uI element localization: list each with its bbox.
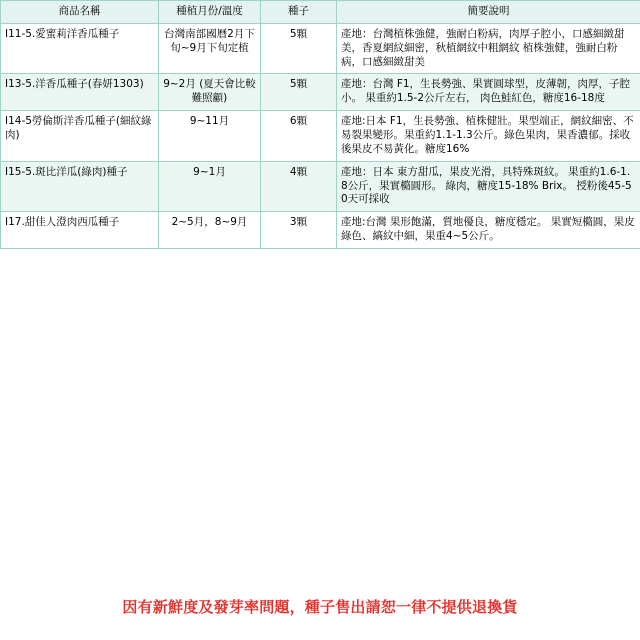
cell-description: 產地：台灣 F1，生長勢強、果實圓球型，皮薄韌，肉厚，子腔小。 果重約1.5-2公斤左右， 肉色鮭紅色，糖度16-18度 [337,74,640,111]
cell-description: 產地：台灣植株強健，強耐白粉病，肉厚子腔小，口感細緻甜美，香夏網紋細密，秋植網紋中粗網紋 植株強健，強耐白粉病，口感細緻甜美 [337,23,640,74]
table-row [1,212,640,249]
cell-seed-count: 4顆 [261,161,337,212]
cell-planting-month: 9~11月 [159,111,261,162]
table-row [1,161,640,212]
cell-product-name: I11-5.愛蜜莉洋香瓜種子 [1,23,159,74]
cell-planting-month: 9~2月 (夏天會比較難照顧) [159,74,261,111]
column-header-name: 商品名稱 [1,1,159,24]
cell-description: 產地:台灣 果形飽滿，質地優良，糖度穩定。 果實短橢圓，果皮綠色、縞紋中細，果重4~5公斤。 [337,212,640,249]
cell-seed-count: 6顆 [261,111,337,162]
table-header [1,1,640,24]
cell-planting-month: 台灣南部國曆2月下旬~9月下旬定植 [159,23,261,74]
product-table [0,0,640,249]
column-header-desc: 簡要說明 [337,1,640,24]
cell-planting-month: 9~1月 [159,161,261,212]
cell-product-name: I13-5.洋香瓜種子(春妍1303) [1,74,159,111]
table-row [1,111,640,162]
table-body [1,23,640,248]
return-policy-notice: 因有新鮮度及發芽率問題，種子售出請恕一律不提供退換貨 [122,598,518,616]
column-header-seed: 種子 [261,1,337,24]
column-header-month: 種植月份/溫度 [159,1,261,24]
cell-product-name: I17.甜佳人澄肉西瓜種子 [1,212,159,249]
cell-seed-count: 5顆 [261,74,337,111]
table-header-row [1,1,640,24]
product-sheet [0,0,640,249]
cell-planting-month: 2~5月，8~9月 [159,212,261,249]
cell-product-name: I15-5.斑比洋瓜(綠肉)種子 [1,161,159,212]
cell-seed-count: 3顆 [261,212,337,249]
cell-seed-count: 5顆 [261,23,337,74]
cell-product-name: I14-5勞倫斯洋香瓜種子(細紋綠肉) [1,111,159,162]
cell-description: 產地:日本 F1，生長勢強、植株健壯。果型端正，網紋細密、不易裂果變形。果重約1.1-1.3公斤。綠色果肉，果香濃郁。採收後果皮不易黃化。糖度16% [337,111,640,162]
table-row [1,23,640,74]
table-row [1,74,640,111]
cell-description: 產地：日本 東方甜瓜，果皮光滑，具特殊斑紋。 果重約1.6-1.8公斤，果實橢圓形。 綠肉，糖度15-18% Brix。 授粉後45-50天可採收 [337,161,640,212]
